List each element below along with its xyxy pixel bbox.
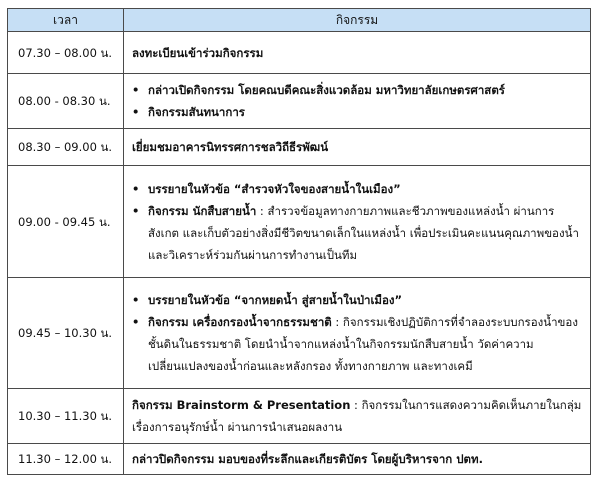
schedule-row [8,74,591,129]
list-item [132,101,584,123]
schedule-row [8,166,591,278]
item-detail: : สำรวจข้อมูลทางกายภาพและชีวภาพของแหล่งน้ำ ผ่านการสังเกต และเก็บตัวอย่างสิ่งมีชีวิตขนาดเล็กในแหล่งน้ำ เพื่อประเมินคะแนนคุณภาพของน้ำ และวิเคราะห์ร่วมกันผ่านการทำงานเป็นทีม [148,203,579,262]
time-cell: 08.30 – 09.00 น. [8,129,124,166]
time-cell: 10.30 – 11.30 น. [8,389,124,444]
schedule-row [8,444,591,475]
list-item [132,311,584,377]
schedule-row [8,129,591,166]
activity-cell [124,74,591,129]
item-label: กิจกรรม นักสืบสายน้ำ [148,203,257,218]
bullet-icon: • [132,293,140,307]
activity-title: กล่าวปิดกิจกรรม มอบของที่ระลึกและเกียรติบัตร โดยผู้บริหารจาก ปตท. [124,444,591,475]
schedule-row [8,389,591,444]
schedule-table [7,8,591,475]
item-label: กิจกรรม เครื่องกรองน้ำจากธรรมชาติ [148,315,332,329]
bullet-icon: • [132,203,140,218]
time-cell: 09.45 – 10.30 น. [8,278,124,389]
list-item [132,178,584,200]
activity-cell [124,166,591,278]
list-item [132,79,584,101]
item-label: กิจกรรม Brainstorm & Presentation [132,398,351,412]
header-time: เวลา [8,9,124,32]
time-cell: 08.00 - 08.30 น. [8,74,124,129]
activity-title: ลงทะเบียนเข้าร่วมกิจกรรม [124,32,591,74]
bullet-icon: • [132,83,140,97]
schedule-row [8,32,591,74]
header-activity: กิจกรรม [124,9,591,32]
item-text: กิจกรรมสันทนาการ [148,105,245,119]
bullet-icon: • [132,181,140,196]
bullet-icon: • [132,315,140,329]
activity-cell [124,278,591,389]
time-cell: 07.30 – 08.00 น. [8,32,124,74]
item-text: บรรยายในหัวข้อ “สำรวจหัวใจของสายน้ำในเมือง” [148,181,401,196]
time-cell: 11.30 – 12.00 น. [8,444,124,475]
header-row [8,9,591,32]
item-detail: : กิจกรรมเชิงปฏิบัติการที่จำลองระบบกรองน้ำของชั้นดินในธรรมชาติ โดยนำน้ำจากแหล่งน้ำในกิจกรรมนักสืบสายน้ำ วัดค่าความเปลี่ยนแปลงของน้ำก่อนและหลังกรอง ทั้งทางกายภาพ และทางเคมี [148,315,578,373]
schedule-row [8,278,591,389]
activity-title: เยี่ยมชมอาคารนิทรรศการชลวิถีธีรพัฒน์ [124,129,591,166]
activity-cell [124,389,591,444]
item-detail: : กิจกรรมในการแสดงความคิดเห็นภายในกลุ่มเรื่องการอนุรักษ์น้ำ ผ่านการนำเสนอผลงาน [132,398,582,434]
list-item [132,289,584,311]
item-text: บรรยายในหัวข้อ “จากหยดน้ำ สู่สายน้ำในป่าเมือง” [148,293,403,307]
item-text: กล่าวเปิดกิจกรรม โดยคณบดีคณะสิ่งแวดล้อม มหาวิทยาลัยเกษตรศาสตร์ [148,83,505,97]
bullet-icon: • [132,105,140,119]
time-cell: 09.00 - 09.45 น. [8,166,124,278]
list-item [132,200,584,266]
